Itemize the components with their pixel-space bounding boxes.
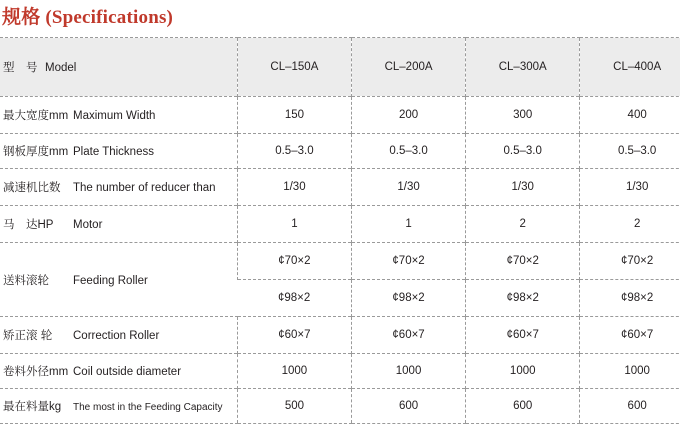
table-cell: 0.5–3.0 <box>351 134 465 169</box>
table-cell: ¢60×7 <box>466 317 580 354</box>
table-row-plate-thickness <box>0 134 680 169</box>
table-cell: 500 <box>237 389 351 424</box>
row-label-en: Plate Thickness <box>73 146 154 158</box>
row-label <box>0 97 237 134</box>
table-cell: 1000 <box>466 354 580 389</box>
table-cell: 600 <box>466 389 580 424</box>
row-label <box>0 354 237 389</box>
table-cell: 1000 <box>580 354 680 389</box>
table-cell: 600 <box>580 389 680 424</box>
table-row-feeding-roller <box>0 243 680 280</box>
table-row-coil-diameter <box>0 354 680 389</box>
table-cell: ¢70×2 <box>237 243 351 280</box>
page-title: 规格 (Specifications) <box>2 7 174 28</box>
table-row-correction-roller <box>0 317 680 354</box>
table-cell: 0.5–3.0 <box>580 134 680 169</box>
model-label-zh: 型 号 <box>3 62 38 74</box>
table-row-maximum-width <box>0 97 680 134</box>
row-label-zh: 马 达HP <box>3 219 54 231</box>
table-row-reducer-ratio <box>0 169 680 206</box>
table-cell: 1/30 <box>351 169 465 206</box>
row-label-en: Feeding Roller <box>73 274 148 287</box>
table-cell: 200 <box>351 97 465 134</box>
row-label-zh: 最在料量kg <box>3 401 62 413</box>
row-label-zh: 最大宽度mm <box>3 110 69 122</box>
table-cell: ¢98×2 <box>237 280 351 317</box>
table-cell: ¢98×2 <box>466 280 580 317</box>
table-cell: 1 <box>351 206 465 243</box>
table-cell: 1/30 <box>466 169 580 206</box>
row-label-zh: 减速机比数 <box>3 182 61 194</box>
row-label-en: Motor <box>73 219 103 231</box>
model-cl-200a: CL–200A <box>351 38 465 97</box>
row-label <box>0 206 237 243</box>
row-label <box>0 169 237 206</box>
row-label-zh: 钢板厚度mm <box>3 146 69 158</box>
table-cell: ¢60×7 <box>351 317 465 354</box>
table-cell: 300 <box>466 97 580 134</box>
table-cell: 0.5–3.0 <box>237 134 351 169</box>
row-label-en: The number of reducer than <box>73 182 216 194</box>
model-label-en: Model <box>45 62 77 74</box>
row-label-zh: 卷料外径mm <box>3 366 69 378</box>
row-label-en: The most in the Feeding Capacity <box>73 402 223 413</box>
table-cell: 0.5–3.0 <box>466 134 580 169</box>
model-cl-400a: CL–400A <box>580 38 680 97</box>
row-label-en: Coil outside diameter <box>73 366 182 378</box>
table-cell: 150 <box>237 97 351 134</box>
table-cell: 1 <box>237 206 351 243</box>
table-cell: ¢70×2 <box>580 243 680 280</box>
table-cell: 1000 <box>237 354 351 389</box>
table-cell: 2 <box>466 206 580 243</box>
table-cell: 600 <box>351 389 465 424</box>
table-cell: ¢98×2 <box>351 280 465 317</box>
row-label-en: Correction Roller <box>73 330 160 342</box>
table-cell: ¢70×2 <box>466 243 580 280</box>
row-label <box>0 317 237 354</box>
table-cell: ¢60×7 <box>580 317 680 354</box>
table-header-row <box>0 38 680 97</box>
table-cell: 400 <box>580 97 680 134</box>
table-cell: 1/30 <box>580 169 680 206</box>
table-cell: ¢60×7 <box>237 317 351 354</box>
table-cell: 2 <box>580 206 680 243</box>
row-label <box>0 243 237 317</box>
specifications-table <box>0 37 680 424</box>
row-label <box>0 134 237 169</box>
table-row-feeding-capacity <box>0 389 680 424</box>
table-cell: 1/30 <box>237 169 351 206</box>
table-row-motor <box>0 206 680 243</box>
row-label-zh: 矫正滚 轮 <box>3 330 53 342</box>
row-label <box>0 389 237 424</box>
row-label-en: Maximum Width <box>73 110 156 122</box>
table-cell: ¢98×2 <box>580 280 680 317</box>
model-cl-300a: CL–300A <box>466 38 580 97</box>
table-cell: ¢70×2 <box>351 243 465 280</box>
model-cl-150a: CL–150A <box>237 38 351 97</box>
row-label-zh: 送料滚轮 <box>3 274 49 287</box>
model-label-cell <box>0 38 237 97</box>
table-cell: 1000 <box>351 354 465 389</box>
